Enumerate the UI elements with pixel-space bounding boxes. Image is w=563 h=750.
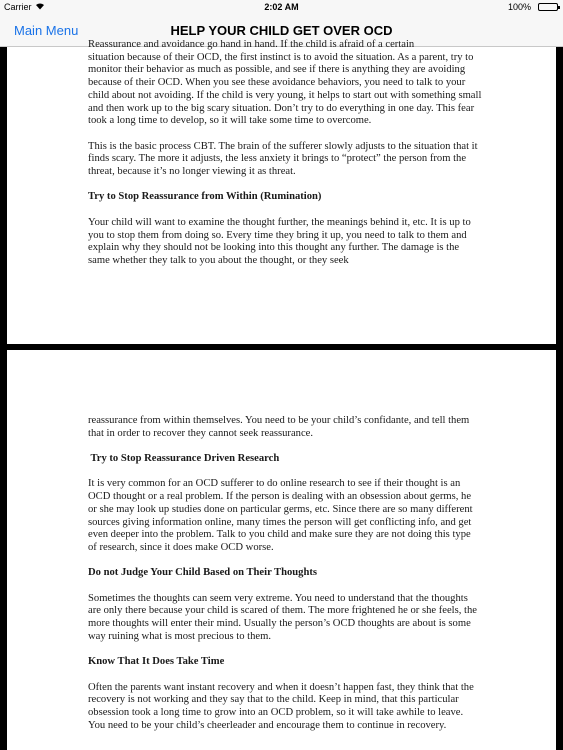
battery-percentage: 100% <box>507 2 531 12</box>
paragraph: Often the parents want instant recovery and when it doesn’t happen fast, they think that the recovery is not working and they say that to the child. Keep in mind, that this particular obsession took a long time to grow into an OCD problem, so it will take awhile to leave. You need to be your child’s cheerleader and encourage them to continue in recovery. <box>88 681 474 731</box>
section-heading: Know That It Does Take Time <box>88 656 225 668</box>
paragraph: Your child will want to examine the thought further, the meanings behind it, etc. It is up to you to stop them from doing so. Every time they bring it up, you need to talk to them and explain why they should not be looking into this thought any further. The damage is the same whether they talk to you about the thought, or they seek <box>88 216 471 266</box>
page-title: HELP YOUR CHILD GET OVER OCD <box>170 23 393 38</box>
page-2-content <box>88 415 482 745</box>
paragraph: Sometimes the thoughts can seem very extreme. You need to understand that the thoughts are only there because your child is scared of them. The more frightened he or she feels, the more thoughts will enter their mind. Usually the person’s OCD thoughts are about is some way ruining what is most precious to them. <box>88 592 477 642</box>
section-heading: Do not Judge Your Child Based on Their Thoughts <box>88 567 318 579</box>
battery-icon <box>538 3 558 11</box>
paragraph: reassurance from within themselves. You need to be your child’s confidante, and tell them that in order to recover they cannot seek reassurance. <box>88 415 470 439</box>
section-heading: Try to Stop Reassurance from Within (Rumination) <box>88 191 322 203</box>
document-page-2[interactable] <box>7 350 556 750</box>
carrier-label: Carrier <box>4 2 32 12</box>
page-1-content <box>88 39 482 280</box>
status-bar <box>0 0 563 15</box>
paragraph: This is the basic process CBT. The brain of the sufferer slowly adjusts to the situation that it finds scary. The more it adjusts, the less anxiety it brings to “protect” the person from the threat, because it’s no longer viewing it as threat. <box>88 140 478 178</box>
paragraph: It is very common for an OCD sufferer to do online research to see if their thought is an OCD thought or a real problem. If the person is dealing with an obsession about germs, he or she may look up studies done on particular germs, etc. Since there are so many different sources giving information online, many times the person will get conflicting info, and get even deeper into the problem. Talk to you child and make sure they are not doing this type of research, since it does make OCD worse. <box>88 478 473 553</box>
section-heading: Try to Stop Reassurance Driven Research <box>88 453 280 465</box>
main-menu-button[interactable]: Main Menu <box>14 23 79 38</box>
document-page-1[interactable] <box>7 39 556 344</box>
status-time: 2:02 AM <box>264 2 299 12</box>
paragraph-partial-top: Reassurance and avoidance go hand in hand. If the child is afraid of a certain <box>88 39 415 50</box>
paragraph: situation because of their OCD, the first instinct is to avoid the situation. As a parent, try to monitor their behavior as much as possible, and see if there is anything they are avoiding because of their OCD. When you see these avoidance behaviors, you need to talk to your child about not avoiding. If the child is very young, it helps to start out with something small and then work up to the big scary situation. Don’t try to do everything in one day. This fear took a long time to develop, so it will take some time to overcome. <box>88 51 482 127</box>
